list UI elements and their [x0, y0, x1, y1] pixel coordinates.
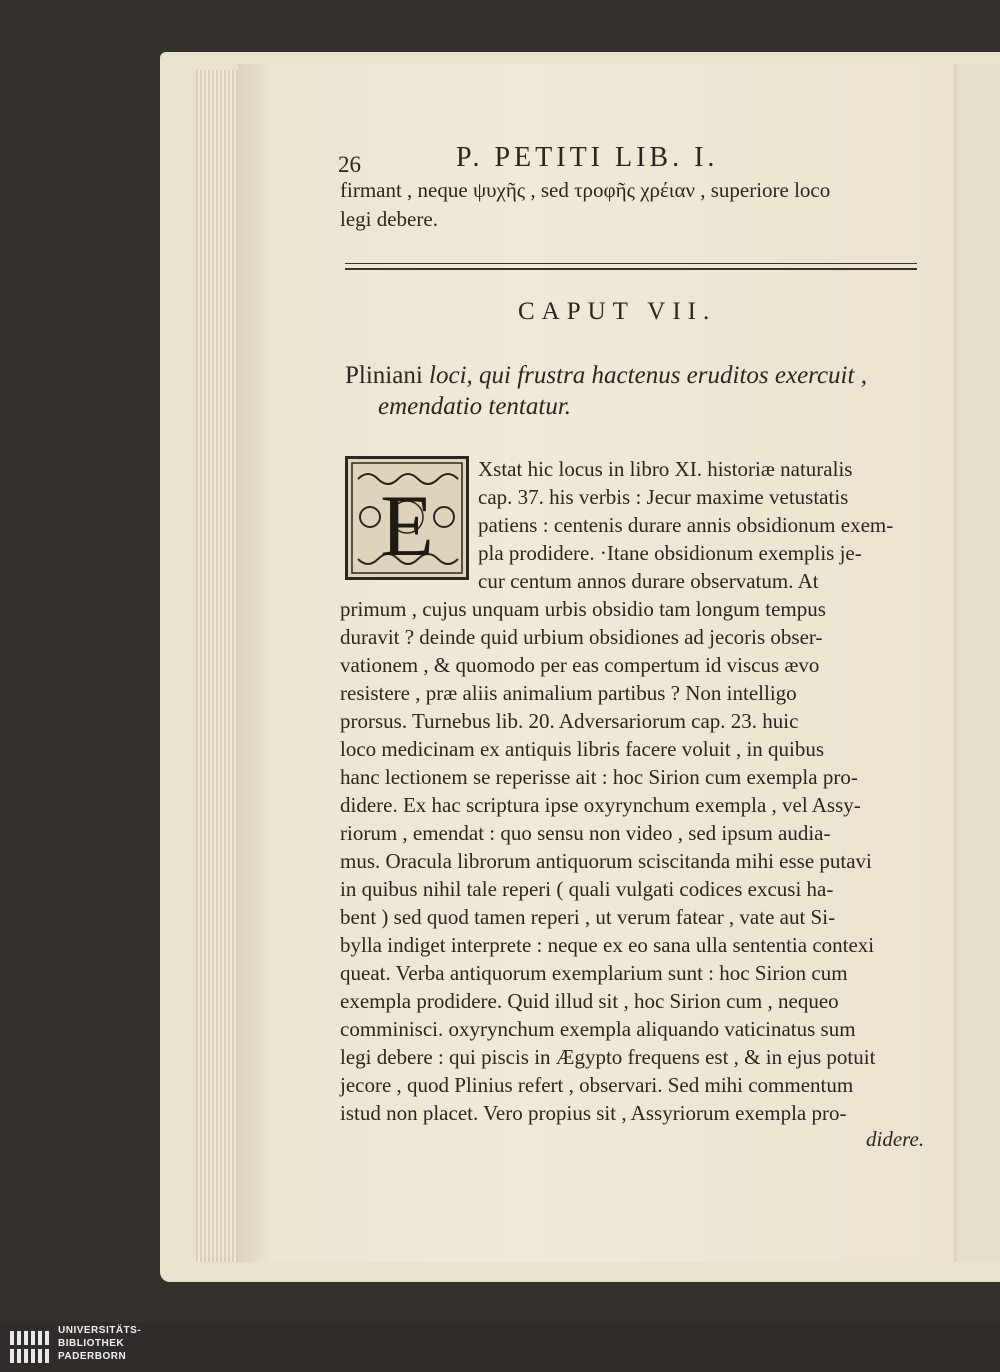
page-number: 26	[338, 152, 361, 177]
logo-text: PADERBORN	[58, 1351, 127, 1362]
footer-bar	[0, 1322, 1000, 1372]
chapter-summary	[345, 362, 867, 390]
text-line: in quibus nihil tale reperi ( quali vulgati codices excusi ha-	[340, 877, 834, 901]
university-library-logo-icon	[8, 1327, 52, 1367]
logo-text: UNIVERSITÄTS-	[58, 1325, 142, 1336]
text-line: legi debere : qui piscis in Ægypto frequens est , & in ejus potuit	[340, 1045, 876, 1069]
summary-lead: Pliniani	[345, 362, 423, 389]
logo-text: BIBLIOTHEK	[58, 1338, 125, 1349]
text-line: firmant , neque ψυχῆς , sed τροφῆς χρέιαν , superiore loco	[340, 178, 831, 202]
text-line: istud non placet. Vero propius sit , Assyriorum exempla pro-	[340, 1101, 847, 1125]
text-line: vationem , & quomodo per eas compertum id viscus ævo	[340, 653, 820, 677]
text-line: mus. Oracula librorum antiquorum sciscitanda mihi esse putavi	[340, 849, 872, 873]
text-line: comminisci. oxyrynchum exempla aliquando vaticinatus sum	[340, 1017, 856, 1041]
text-line: bylla indiget interprete : neque ex eo sana ulla sententia contexi	[340, 933, 875, 957]
text-line: legi debere.	[340, 207, 438, 231]
text-line: duravit ? deinde quid urbium obsidiones ad jecoris obser-	[340, 625, 823, 649]
text-line: exempla prodidere. Quid illud sit , hoc Sirion cum , nequeo	[340, 989, 839, 1013]
text-line: Xstat hic locus in libro XI. historiæ naturalis	[478, 457, 853, 481]
text-line: queat. Verba antiquorum exemplarium sunt : hoc Sirion cum	[340, 961, 848, 985]
chapter-title: CAPUT VII.	[518, 298, 717, 325]
chapter-summary-line2: emendatio tentatur.	[378, 393, 572, 420]
text-line: resistere , præ aliis animalium partibus ? Non intelligo	[340, 681, 797, 705]
summary-italic: loci, qui frustra hactenus eruditos exercuit ,	[422, 362, 867, 389]
text-line: jecore , quod Plinius refert , observari. Sed mihi commentum	[340, 1073, 854, 1097]
text-line: riorum , emendat : quo sensu non video , sed ipsum audia-	[340, 821, 831, 845]
facing-page-edge	[957, 64, 1000, 1262]
text-line: hanc lectionem se reperisse ait : hoc Sirion cum exempla pro-	[340, 765, 858, 789]
text-line: primum , cujus unquam urbis obsidio tam longum tempus	[340, 597, 826, 621]
running-title: P. PETITI LIB. I.	[456, 142, 719, 173]
text-line: cap. 37. his verbis : Jecur maxime vetustatis	[478, 485, 849, 509]
divider-rule	[345, 263, 917, 264]
text-line: pla prodidere. ·Itane obsidionum exemplis je-	[478, 541, 862, 565]
text-line: cur centum annos durare observatum. At	[478, 569, 819, 593]
divider-rule	[345, 268, 917, 270]
svg-text:E: E	[380, 478, 434, 575]
text-line: didere.	[866, 1127, 925, 1151]
text-line: patiens : centenis durare annis obsidionum exem-	[478, 513, 894, 537]
ornamental-initial-icon	[345, 456, 469, 580]
text-line: prorsus. Turnebus lib. 20. Adversariorum cap. 23. huic	[340, 709, 799, 733]
text-line: bent ) sed quod tamen reperi , ut verum fatear , vate aut Si-	[340, 905, 836, 929]
text-line: loco medicinam ex antiquis libris facere voluit , in quibus	[340, 737, 825, 761]
text-line: didere. Ex hac scriptura ipse oxyrynchum exempla , vel Assy-	[340, 793, 861, 817]
